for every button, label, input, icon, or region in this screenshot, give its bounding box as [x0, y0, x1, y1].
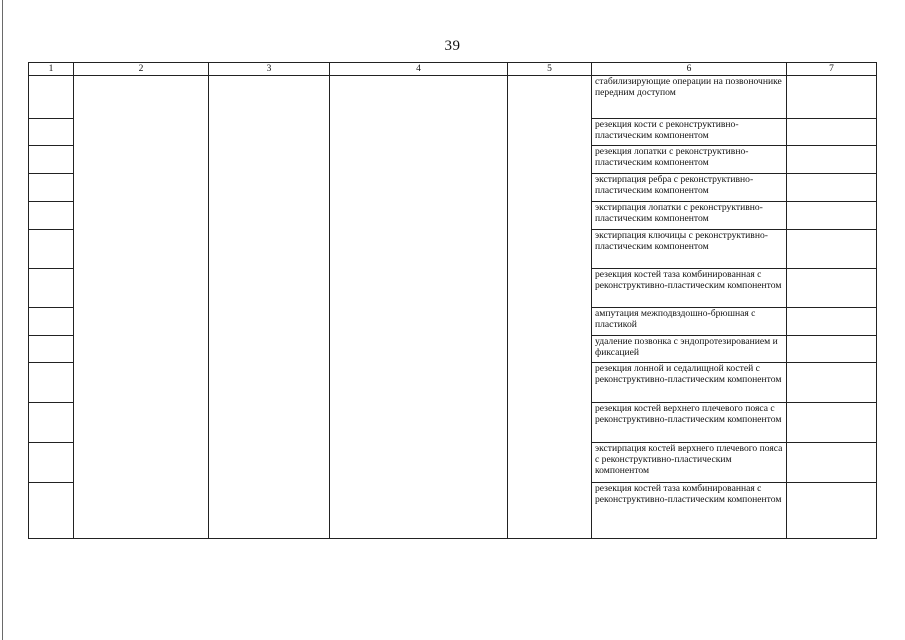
cell-col1	[29, 363, 74, 403]
cell-col7	[787, 443, 877, 483]
services-table	[28, 62, 877, 539]
cell-col7	[787, 308, 877, 336]
procedure-description: резекция лонной и седалищной костей с реконструктивно-пластическим компонентом	[592, 363, 787, 403]
cell-col7	[787, 483, 877, 539]
cell-col1	[29, 483, 74, 539]
cell-col7	[787, 336, 877, 363]
column-number-row	[29, 63, 877, 76]
cell-col7	[787, 403, 877, 443]
cell-col1	[29, 76, 74, 119]
column-header-7: 7	[787, 63, 877, 76]
procedure-description: ампутация межподвздошно-брюшная с пластикой	[592, 308, 787, 336]
column-header-6: 6	[592, 63, 787, 76]
cell-col1	[29, 308, 74, 336]
procedure-description: резекция лопатки с реконструктивно-пластическим компонентом	[592, 146, 787, 174]
cell-col7	[787, 119, 877, 146]
procedure-description: стабилизирующие операции на позвоночнике передним доступом	[592, 76, 787, 119]
cell-col7	[787, 202, 877, 230]
cell-col7	[787, 76, 877, 119]
cell-col7	[787, 363, 877, 403]
procedure-description: резекция кости с реконструктивно-пластическим компонентом	[592, 119, 787, 146]
cell-col5-merged	[508, 76, 592, 539]
cell-col1	[29, 269, 74, 308]
cell-col7	[787, 230, 877, 269]
procedure-description: резекция костей таза комбинированная с реконструктивно-пластическим компонентом	[592, 269, 787, 308]
cell-col3-merged	[209, 76, 330, 539]
cell-col1	[29, 403, 74, 443]
column-header-1: 1	[29, 63, 74, 76]
procedure-description: экстирпация костей верхнего плечевого пояса с реконструктивно-пластическим компонентом	[592, 443, 787, 483]
cell-col1	[29, 146, 74, 174]
cell-col7	[787, 269, 877, 308]
cell-col7	[787, 146, 877, 174]
cell-col4-merged	[330, 76, 508, 539]
page-number: 39	[444, 38, 461, 54]
table-row	[29, 76, 877, 119]
procedure-description: экстирпация ключицы с реконструктивно-пластическим компонентом	[592, 230, 787, 269]
page-left-edge	[2, 0, 3, 640]
procedure-description: экстирпация ребра с реконструктивно-пластическим компонентом	[592, 174, 787, 202]
column-header-4: 4	[330, 63, 508, 76]
cell-col7	[787, 174, 877, 202]
cell-col1	[29, 443, 74, 483]
column-header-2: 2	[74, 63, 209, 76]
procedure-description: резекция костей верхнего плечевого пояса с реконструктивно-пластическим компонентом	[592, 403, 787, 443]
procedure-description: экстирпация лопатки с реконструктивно-пластическим компонентом	[592, 202, 787, 230]
procedure-description: резекция костей таза комбинированная с реконструктивно-пластическим компонентом	[592, 483, 787, 539]
cell-col1	[29, 174, 74, 202]
cell-col1	[29, 119, 74, 146]
cell-col1	[29, 230, 74, 269]
column-header-5: 5	[508, 63, 592, 76]
cell-col2-merged	[74, 76, 209, 539]
procedure-description: удаление позвонка с эндопротезированием и фиксацией	[592, 336, 787, 363]
column-header-3: 3	[209, 63, 330, 76]
cell-col1	[29, 202, 74, 230]
cell-col1	[29, 336, 74, 363]
